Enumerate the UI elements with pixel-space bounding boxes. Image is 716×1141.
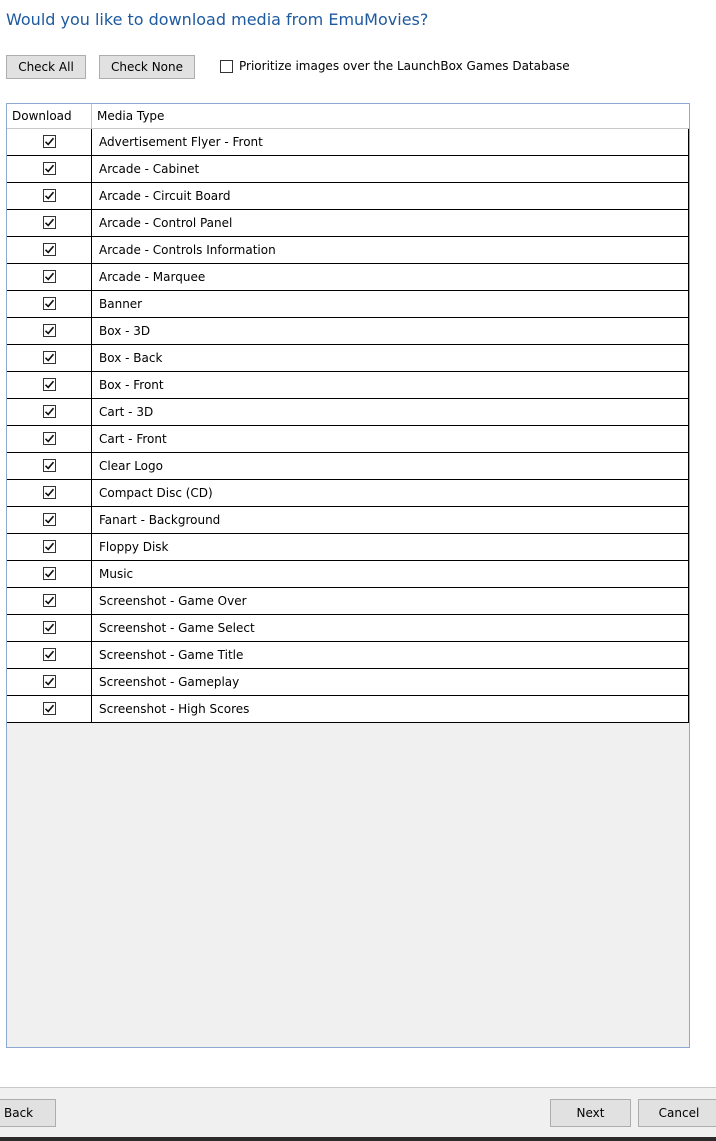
table-row[interactable] bbox=[7, 453, 689, 480]
table-row[interactable] bbox=[7, 318, 689, 345]
checkmark-icon bbox=[44, 541, 55, 552]
checkmark-icon bbox=[44, 568, 55, 579]
media-type-cell: Arcade - Controls Information bbox=[92, 237, 689, 263]
grid-header bbox=[7, 104, 689, 129]
table-row[interactable] bbox=[7, 669, 689, 696]
checkmark-icon bbox=[44, 676, 55, 687]
download-checkbox[interactable] bbox=[43, 486, 56, 499]
checkmark-icon bbox=[44, 595, 55, 606]
download-cell bbox=[7, 453, 92, 479]
download-checkbox[interactable] bbox=[43, 378, 56, 391]
download-cell bbox=[7, 291, 92, 317]
download-cell bbox=[7, 507, 92, 533]
checkmark-icon bbox=[44, 136, 55, 147]
table-row[interactable] bbox=[7, 426, 689, 453]
download-cell bbox=[7, 588, 92, 614]
checkmark-icon bbox=[44, 433, 55, 444]
download-checkbox[interactable] bbox=[43, 540, 56, 553]
download-cell bbox=[7, 426, 92, 452]
cancel-button[interactable]: Cancel bbox=[638, 1099, 716, 1127]
table-row[interactable] bbox=[7, 345, 689, 372]
media-type-grid bbox=[6, 103, 690, 1048]
table-row[interactable] bbox=[7, 372, 689, 399]
checkmark-icon bbox=[44, 379, 55, 390]
table-row[interactable] bbox=[7, 696, 689, 723]
checkmark-icon bbox=[44, 703, 55, 714]
table-row[interactable] bbox=[7, 507, 689, 534]
download-checkbox[interactable] bbox=[43, 621, 56, 634]
prioritize-images-checkbox[interactable] bbox=[220, 60, 233, 73]
checkmark-icon bbox=[44, 298, 55, 309]
checkmark-icon bbox=[44, 622, 55, 633]
column-header-media-type[interactable]: Media Type bbox=[97, 109, 165, 123]
table-row[interactable] bbox=[7, 534, 689, 561]
download-checkbox[interactable] bbox=[43, 270, 56, 283]
download-checkbox[interactable] bbox=[43, 189, 56, 202]
media-type-cell: Arcade - Circuit Board bbox=[92, 183, 689, 209]
column-header-download[interactable]: Download bbox=[7, 104, 92, 128]
table-row[interactable] bbox=[7, 399, 689, 426]
download-checkbox[interactable] bbox=[43, 405, 56, 418]
table-row[interactable] bbox=[7, 264, 689, 291]
prioritize-images-label: Prioritize images over the LaunchBox Games Database bbox=[239, 59, 570, 73]
next-button[interactable]: Next bbox=[550, 1099, 631, 1127]
taskbar-strip bbox=[0, 1137, 716, 1141]
checkmark-icon bbox=[44, 244, 55, 255]
grid-rows bbox=[7, 129, 689, 723]
back-button[interactable]: Back bbox=[0, 1099, 56, 1127]
download-cell bbox=[7, 156, 92, 182]
page-title: Would you like to download media from EmuMovies? bbox=[6, 10, 429, 29]
download-cell bbox=[7, 264, 92, 290]
download-checkbox[interactable] bbox=[43, 432, 56, 445]
download-checkbox[interactable] bbox=[43, 567, 56, 580]
media-type-cell: Cart - 3D bbox=[92, 399, 689, 425]
download-checkbox[interactable] bbox=[43, 648, 56, 661]
media-type-cell: Screenshot - Game Title bbox=[92, 642, 689, 668]
download-cell bbox=[7, 561, 92, 587]
table-row[interactable] bbox=[7, 183, 689, 210]
media-type-cell: Box - Back bbox=[92, 345, 689, 371]
table-row[interactable] bbox=[7, 291, 689, 318]
media-type-cell: Advertisement Flyer - Front bbox=[92, 129, 689, 155]
media-type-cell: Screenshot - Game Over bbox=[92, 588, 689, 614]
media-type-cell: Arcade - Control Panel bbox=[92, 210, 689, 236]
checkmark-icon bbox=[44, 649, 55, 660]
checkmark-icon bbox=[44, 514, 55, 525]
download-checkbox[interactable] bbox=[43, 216, 56, 229]
download-checkbox[interactable] bbox=[43, 594, 56, 607]
checkmark-icon bbox=[44, 460, 55, 471]
download-cell bbox=[7, 183, 92, 209]
checkmark-icon bbox=[44, 487, 55, 498]
checkmark-icon bbox=[44, 271, 55, 282]
download-cell bbox=[7, 237, 92, 263]
media-type-cell: Screenshot - Game Select bbox=[92, 615, 689, 641]
table-row[interactable] bbox=[7, 156, 689, 183]
check-none-button[interactable]: Check None bbox=[99, 55, 195, 79]
media-type-cell: Banner bbox=[92, 291, 689, 317]
download-checkbox[interactable] bbox=[43, 459, 56, 472]
download-cell bbox=[7, 696, 92, 722]
download-checkbox[interactable] bbox=[43, 135, 56, 148]
table-row[interactable] bbox=[7, 129, 689, 156]
download-checkbox[interactable] bbox=[43, 702, 56, 715]
download-cell bbox=[7, 399, 92, 425]
download-cell bbox=[7, 129, 92, 155]
download-cell bbox=[7, 210, 92, 236]
download-cell bbox=[7, 345, 92, 371]
media-type-cell: Arcade - Cabinet bbox=[92, 156, 689, 182]
checkmark-icon bbox=[44, 406, 55, 417]
checkmark-icon bbox=[44, 163, 55, 174]
download-checkbox[interactable] bbox=[43, 297, 56, 310]
table-row[interactable] bbox=[7, 210, 689, 237]
download-checkbox[interactable] bbox=[43, 324, 56, 337]
checkmark-icon bbox=[44, 352, 55, 363]
download-cell bbox=[7, 534, 92, 560]
download-cell bbox=[7, 669, 92, 695]
table-row[interactable] bbox=[7, 588, 689, 615]
media-type-cell: Screenshot - High Scores bbox=[92, 696, 689, 722]
media-type-cell: Cart - Front bbox=[92, 426, 689, 452]
download-checkbox[interactable] bbox=[43, 513, 56, 526]
download-cell bbox=[7, 318, 92, 344]
table-row[interactable] bbox=[7, 561, 689, 588]
table-row[interactable] bbox=[7, 480, 689, 507]
media-type-cell: Compact Disc (CD) bbox=[92, 480, 689, 506]
download-checkbox[interactable] bbox=[43, 162, 56, 175]
download-cell bbox=[7, 372, 92, 398]
checkmark-icon bbox=[44, 190, 55, 201]
download-checkbox[interactable] bbox=[43, 351, 56, 364]
media-type-cell: Clear Logo bbox=[92, 453, 689, 479]
media-type-cell: Music bbox=[92, 561, 689, 587]
checkmark-icon bbox=[44, 325, 55, 336]
media-type-cell: Box - Front bbox=[92, 372, 689, 398]
media-type-cell: Screenshot - Gameplay bbox=[92, 669, 689, 695]
download-checkbox[interactable] bbox=[43, 675, 56, 688]
table-row[interactable] bbox=[7, 237, 689, 264]
table-row[interactable] bbox=[7, 615, 689, 642]
download-cell bbox=[7, 642, 92, 668]
media-type-cell: Arcade - Marquee bbox=[92, 264, 689, 290]
checkmark-icon bbox=[44, 217, 55, 228]
prioritize-images-option[interactable] bbox=[220, 59, 570, 73]
media-type-cell: Box - 3D bbox=[92, 318, 689, 344]
media-type-cell: Fanart - Background bbox=[92, 507, 689, 533]
media-type-cell: Floppy Disk bbox=[92, 534, 689, 560]
table-row[interactable] bbox=[7, 642, 689, 669]
download-cell bbox=[7, 480, 92, 506]
download-cell bbox=[7, 615, 92, 641]
download-checkbox[interactable] bbox=[43, 243, 56, 256]
check-all-button[interactable]: Check All bbox=[6, 55, 86, 79]
